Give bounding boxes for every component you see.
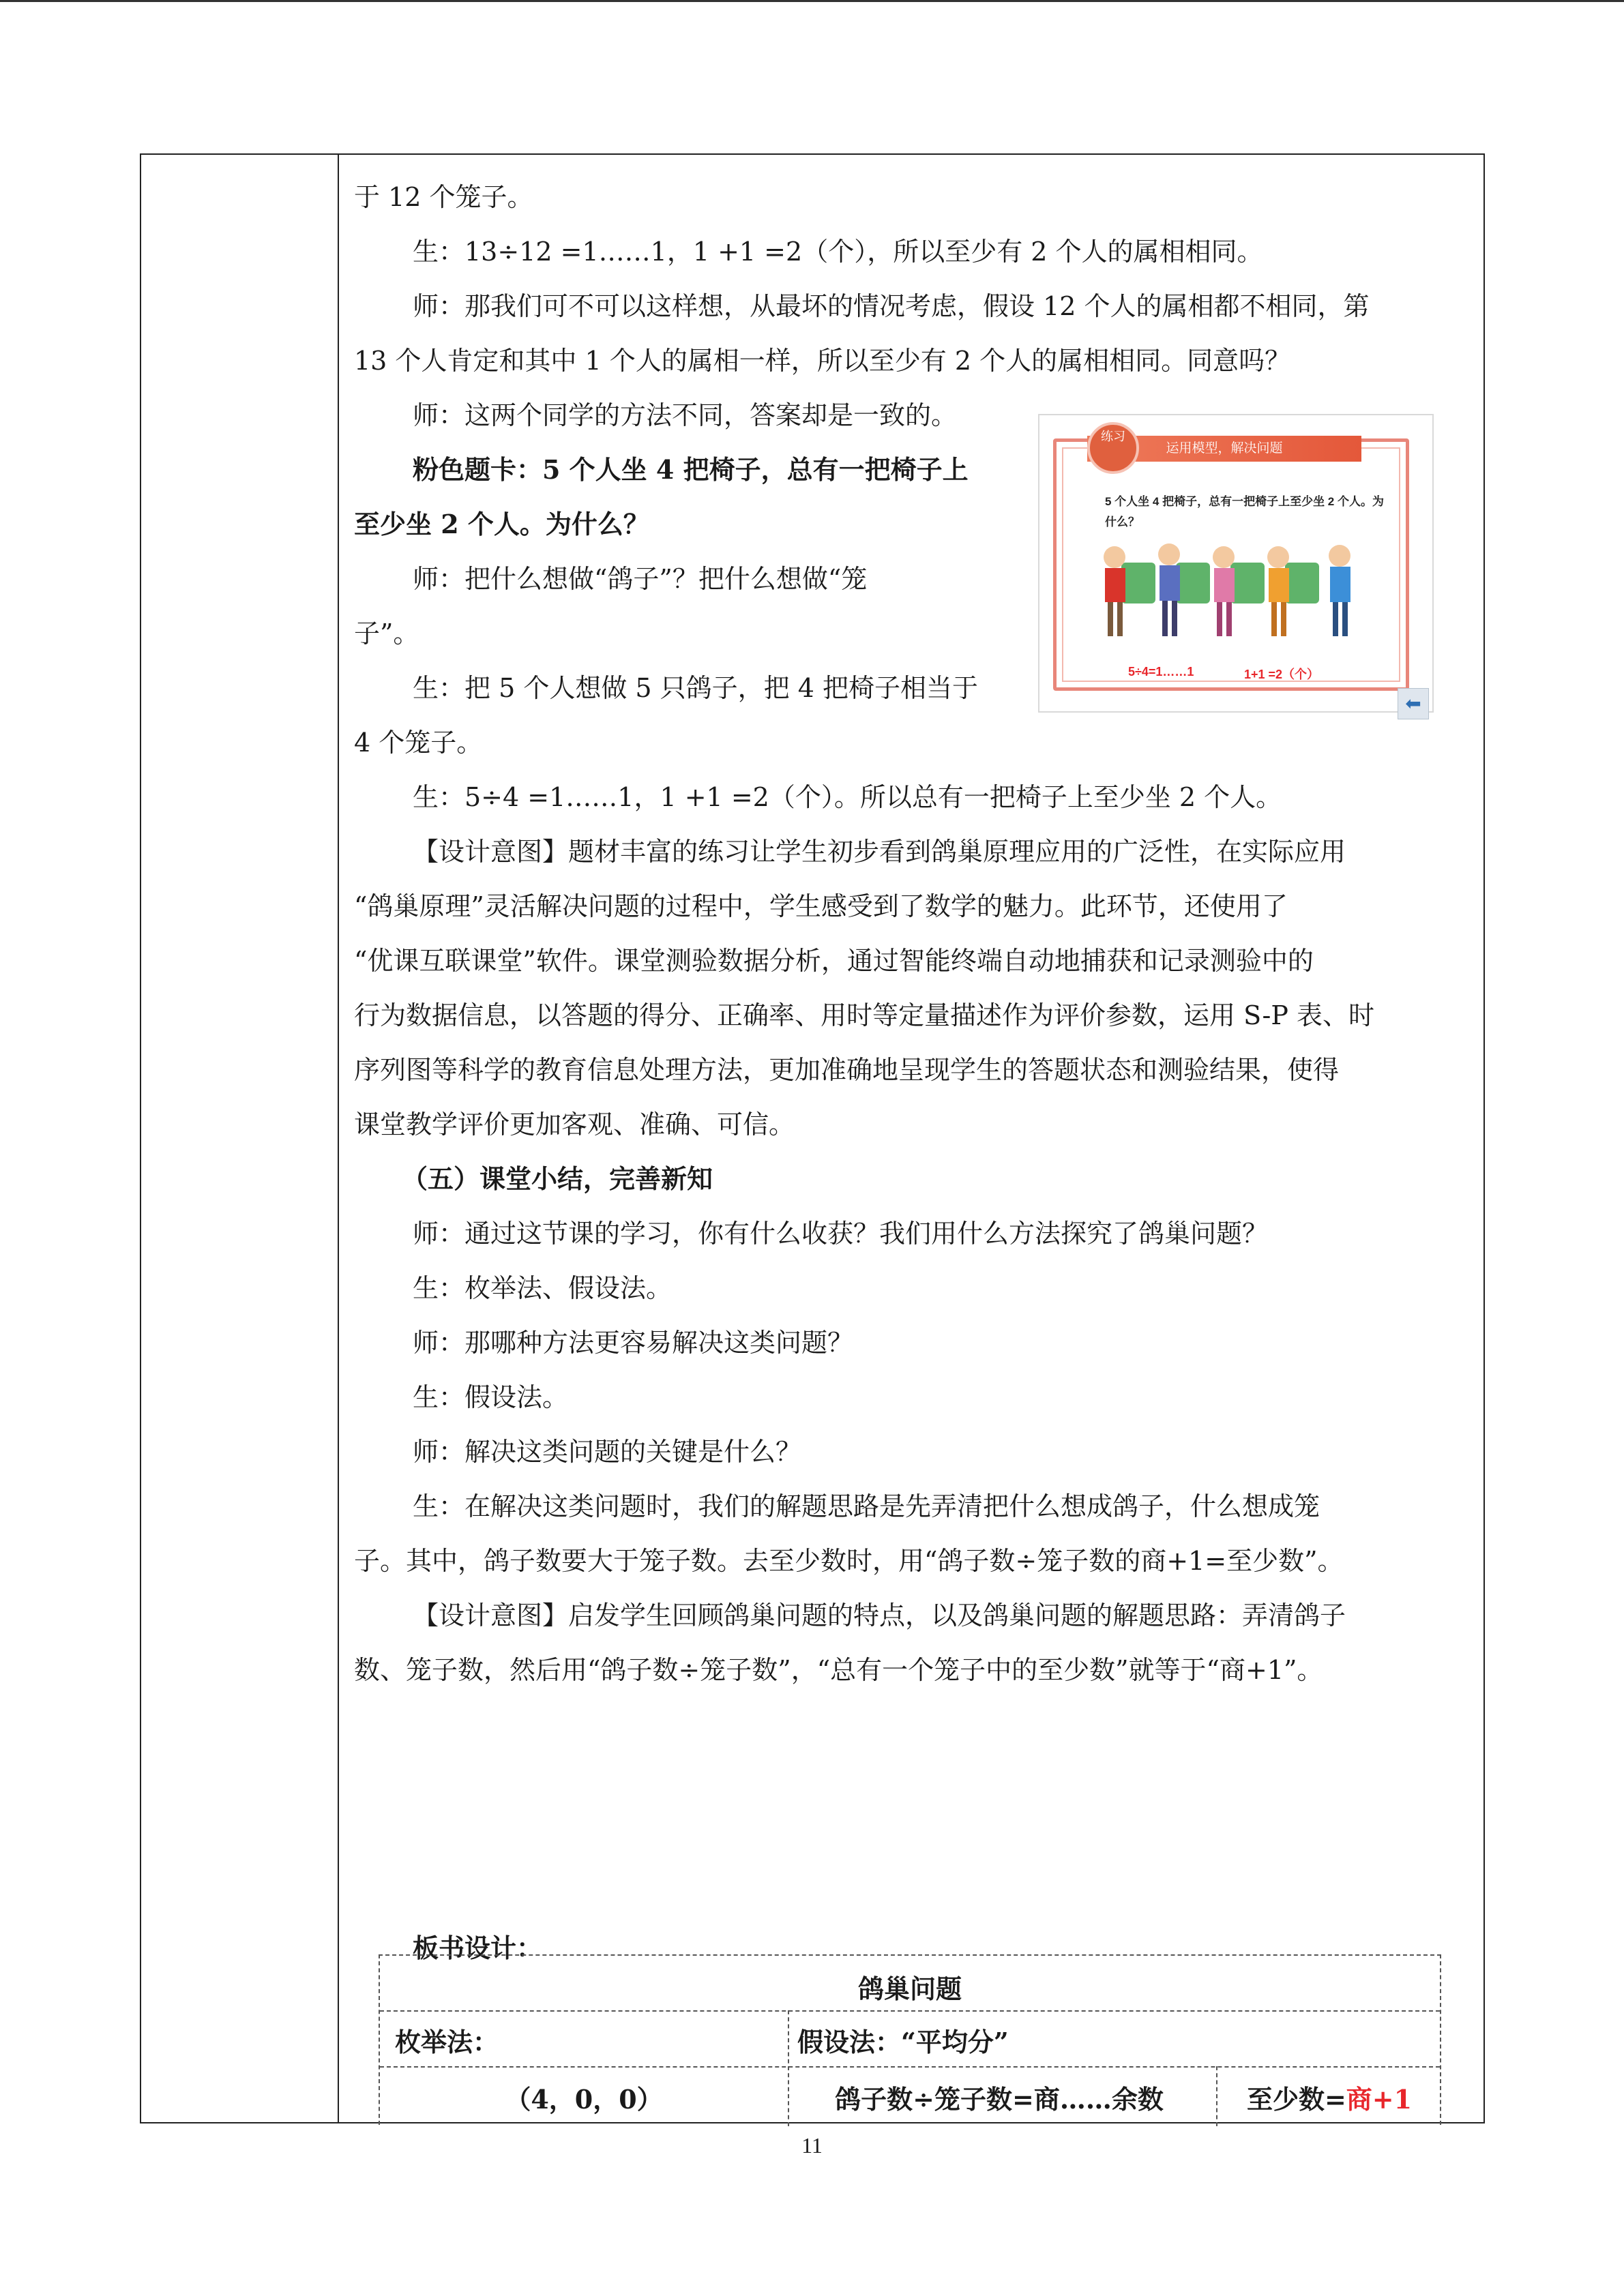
paragraph: 师：这两个同学的方法不同，答案却是一致的。	[413, 400, 958, 430]
back-arrow-icon: ⬅	[1398, 688, 1429, 719]
paragraph: “鸽巢原理”灵活解决问题的过程中，学生感受到了数学的魅力。此环节，还使用了	[354, 891, 1288, 921]
table-left-column	[141, 155, 339, 2122]
paragraph: 子”。	[354, 618, 419, 648]
board-minimum-formula: 至少数=商+1	[1246, 2084, 1413, 2115]
paragraph: 4 个笼子。	[354, 728, 483, 758]
paragraph: 生：在解决这类问题时，我们的解题思路是先弄清把什么想成鸽子，什么想成笼	[413, 1491, 1320, 1521]
children-chairs-illustration	[1094, 542, 1381, 644]
paragraph: 行为数据信息，以答题的得分、正确率、用时等定量描述作为评价参数，运用 S-P 表、时	[354, 1000, 1374, 1030]
paragraph: 序列图等科学的教育信息处理方法，更加准确地呈现学生的答题状态和测验结果，使得	[354, 1055, 1340, 1085]
slide-badge: 练习	[1087, 422, 1139, 474]
paragraph: 生：5÷4 =1……1，1 +1 =2（个）。所以总有一把椅子上至少坐 2 个人。	[413, 782, 1282, 812]
board-design-table	[379, 1954, 1441, 2125]
page-number: 11	[801, 2133, 823, 2158]
page-top-rule	[0, 0, 1624, 2]
paragraph: 师：解决这类问题的关键是什么？	[413, 1437, 802, 1467]
slide-banner: 运用模型，解决问题	[1087, 436, 1361, 462]
board-formula: 鸽子数÷笼子数=商……余数	[835, 2084, 1164, 2115]
paragraph: 子。其中，鸽子数要大于笼子数。去至少数时，用“鸽子数÷笼子数的商+1=至少数”。	[354, 1546, 1344, 1576]
paragraph: 于 12 个笼子。	[354, 182, 533, 212]
board-design-heading: 板书设计：	[413, 1933, 543, 1963]
exercise-slide-image	[1038, 414, 1434, 713]
table-content-column	[354, 155, 1473, 1963]
board-title: 鸽巢问题	[857, 1973, 962, 2004]
lesson-table	[140, 153, 1485, 2123]
paragraph: 师：那哪种方法更容易解决这类问题？	[413, 1328, 854, 1358]
board-enumeration-label: 枚举法：	[395, 2027, 499, 2057]
paragraph: 课堂教学评价更加客观、准确、可信。	[354, 1109, 795, 1139]
paragraph: 生：假设法。	[413, 1382, 569, 1412]
paragraph: 13 个人肯定和其中 1 个人的属相一样，所以至少有 2 个人的属相相同。同意吗？	[354, 346, 1291, 376]
design-intent: 【设计意图】启发学生回顾鸽巢问题的特点，以及鸽巢问题的解题思路：弄清鸽子	[413, 1600, 1346, 1630]
paragraph: 师：把什么想做“鸽子”？把什么想做“笼	[413, 564, 868, 594]
board-enumeration-example: （4，0，0）	[505, 2084, 663, 2115]
slide-equation-2: 1+1 =2（个）	[1244, 668, 1320, 681]
slide-equation-1: 5÷4=1……1	[1128, 665, 1194, 679]
paragraph: 师：通过这节课的学习，你有什么收获？我们用什么方法探究了鸽巢问题？	[413, 1219, 1269, 1249]
board-assumption-label: 假设法：“平均分”	[797, 2027, 1009, 2057]
paragraph: “优课互联课堂”软件。课堂测验数据分析，通过智能终端自动地捕获和记录测验中的	[354, 946, 1314, 976]
paragraph: 师：那我们可不可以这样想，从最坏的情况考虑，假设 12 个人的属相都不相同，第	[413, 291, 1370, 321]
paragraph: 生：把 5 个人想做 5 只鸽子，把 4 把椅子相当于	[413, 673, 979, 703]
design-intent: 【设计意图】题材丰富的练习让学生初步看到鸽巢原理应用的广泛性，在实际应用	[413, 837, 1346, 867]
section-heading: （五）课堂小结，完善新知	[402, 1163, 713, 1194]
problem-card-line: 至少坐 2 个人。为什么？	[354, 509, 649, 539]
slide-question: 5 个人坐 4 把椅子，总有一把椅子上至少坐 2 个人。为什么？	[1105, 495, 1384, 528]
paragraph: 数、笼子数，然后用“鸽子数÷笼子数”，“总有一个笼子中的至少数”就等于“商+1”。	[354, 1655, 1323, 1685]
problem-card-line: 粉色题卡：5 个人坐 4 把椅子，总有一把椅子上	[413, 454, 969, 485]
paragraph: 生：13÷12 =1……1，1 +1 =2（个），所以至少有 2 个人的属相相同。	[413, 237, 1263, 267]
paragraph: 生：枚举法、假设法。	[413, 1273, 673, 1303]
